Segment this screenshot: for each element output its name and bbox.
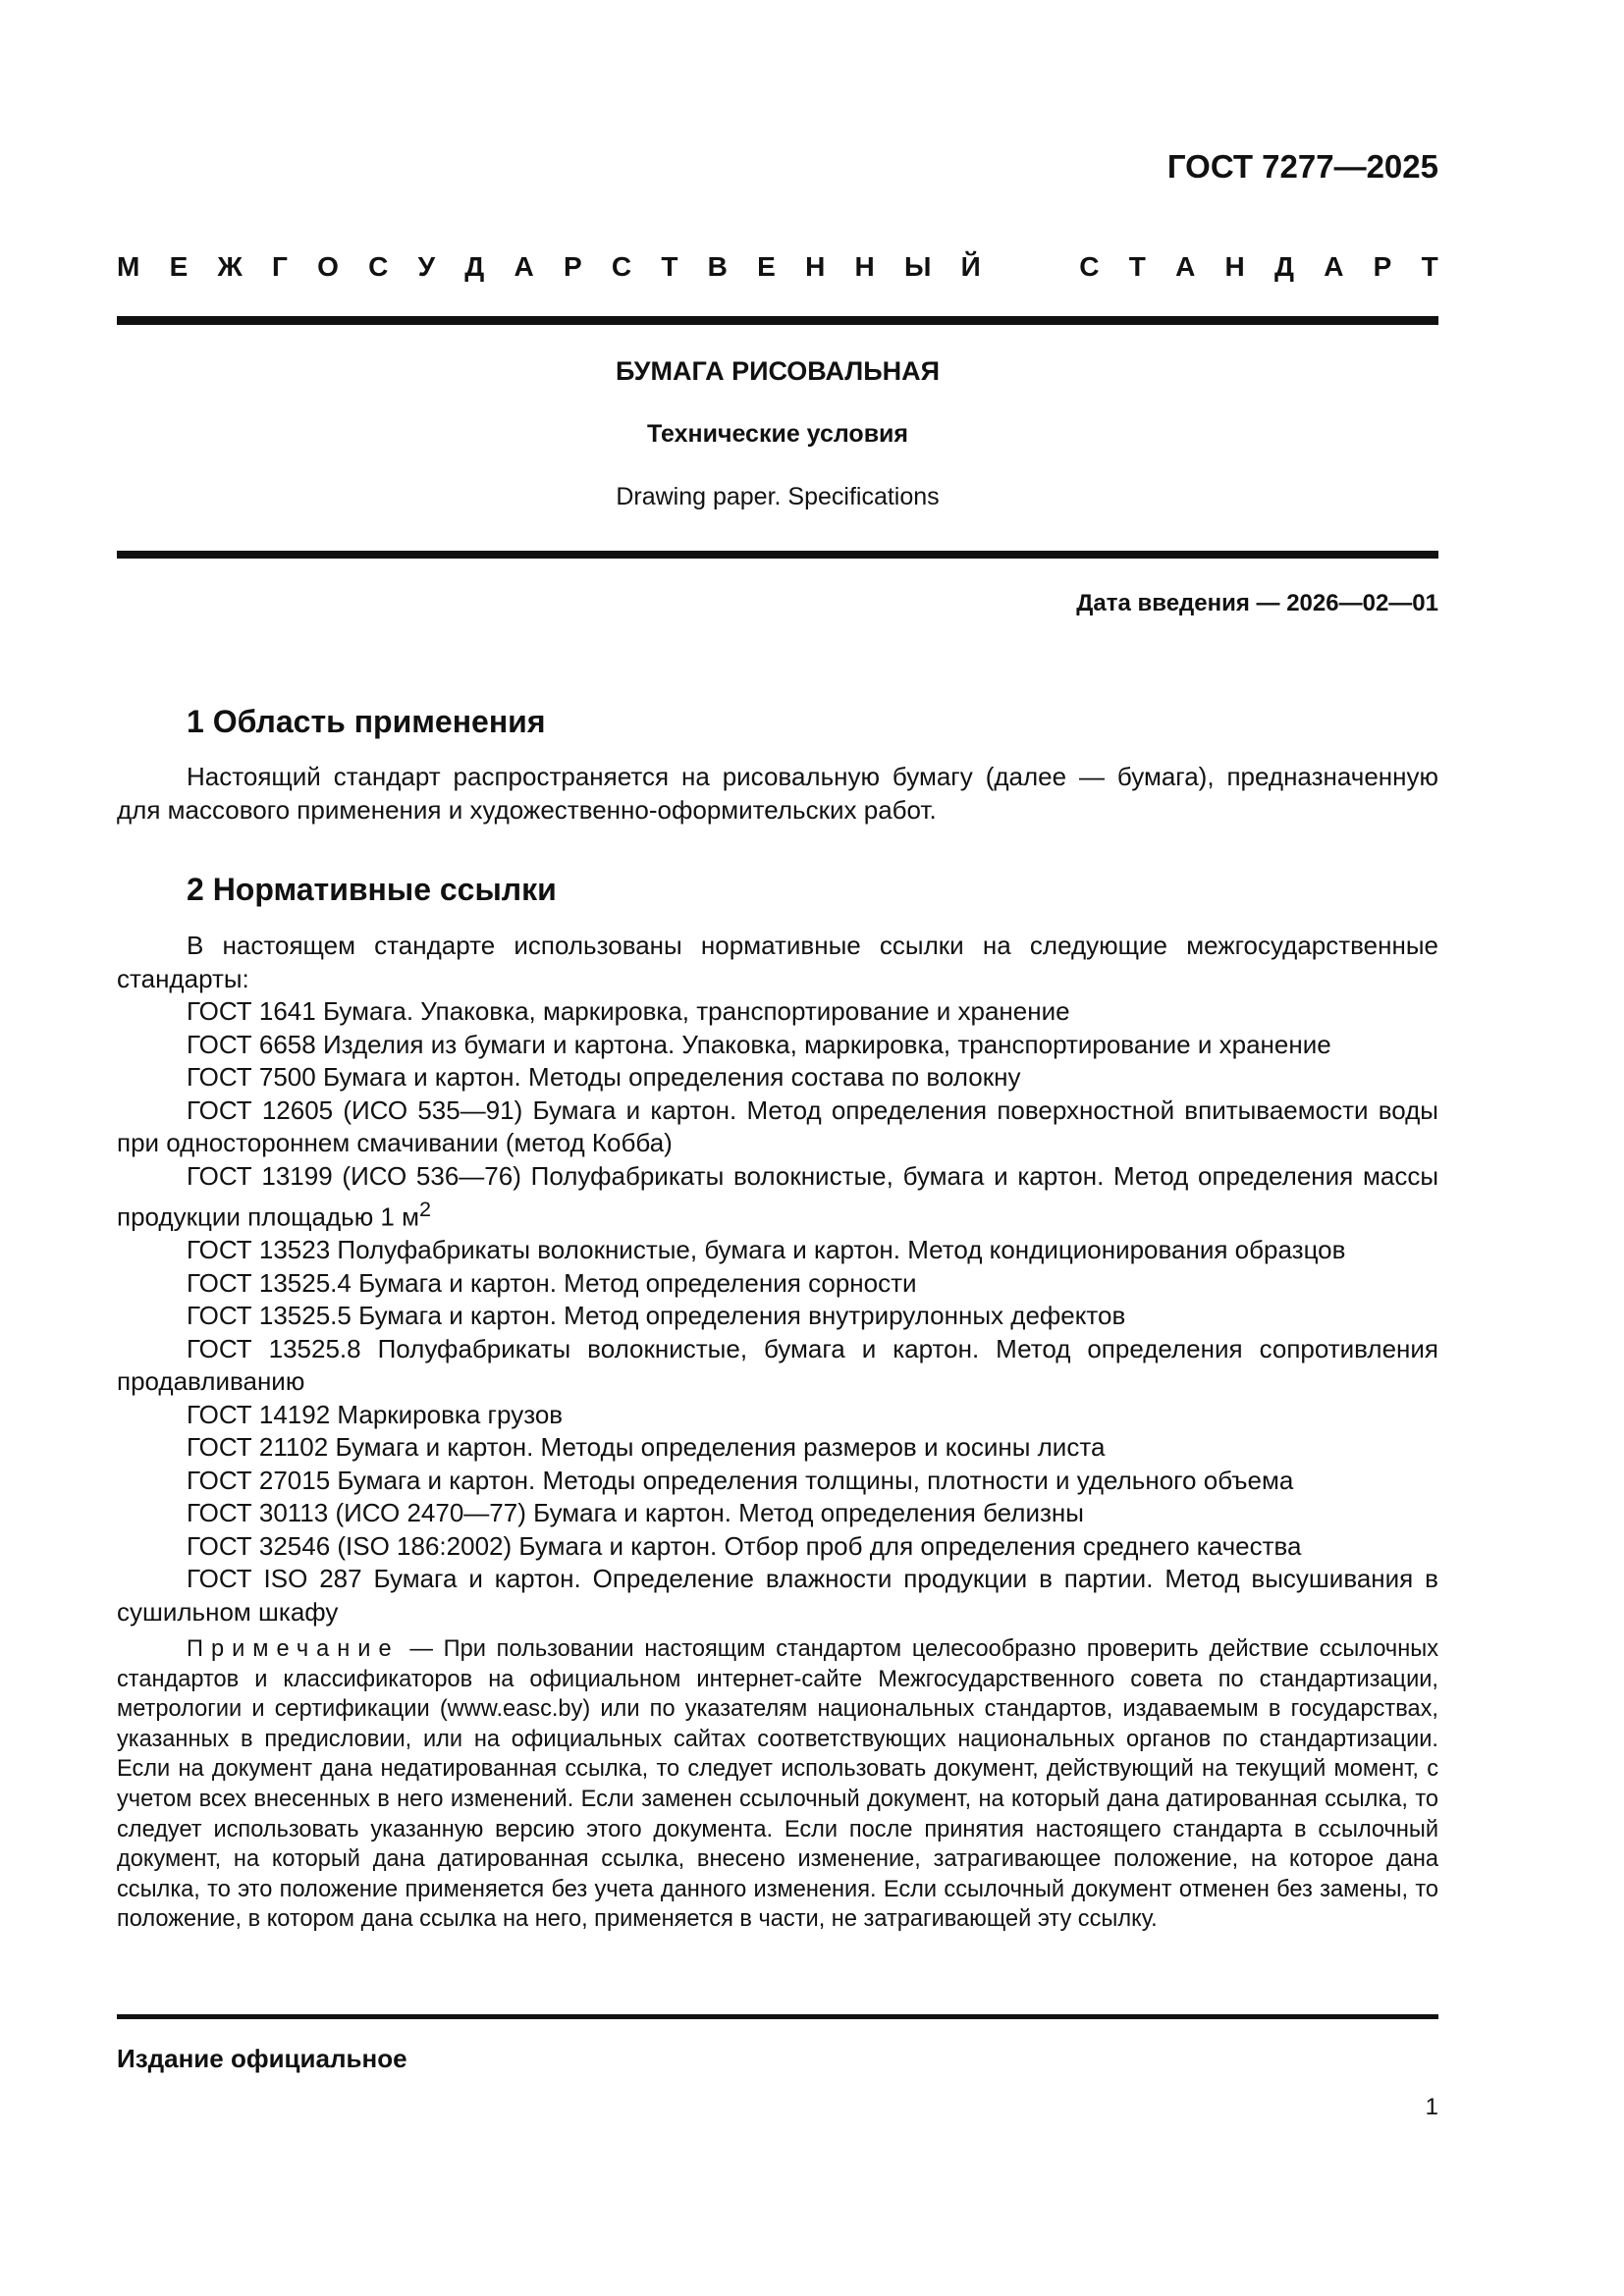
page-number: 1 <box>1425 2094 1438 2120</box>
reference-item <box>117 1234 1438 1267</box>
banner-letter: А <box>1324 251 1344 282</box>
reference-code: ГОСТ 7500 <box>187 1062 316 1092</box>
section-2-body <box>117 930 1438 1629</box>
document-subtitle: Технические условия <box>646 420 909 448</box>
banner-letter: О <box>317 251 339 282</box>
banner-letter: Н <box>1224 251 1245 282</box>
scope-paragraph: Настоящий стандарт распространяется на рисовальную бумагу (далее — бумага), предназначенную для массового применения и художественно-оформительских работ. <box>117 762 1438 825</box>
introduction-date: Дата введения — 2026—02—01 <box>1076 590 1438 616</box>
reference-item <box>117 1399 1438 1432</box>
banner-letter: Т <box>1128 251 1146 282</box>
section-1-heading: 1 Область применения <box>187 704 546 739</box>
document-number: ГОСТ 7277—2025 <box>1166 148 1438 185</box>
banner-letter: С <box>368 251 389 282</box>
reference-title: Бумага и картон. Метод определения поверхностной впитываемости воды при одностороннем смачивании (метод Кобба) <box>117 1095 1438 1157</box>
reference-code: ГОСТ 13525.4 <box>187 1267 352 1298</box>
reference-title: Бумага и картон. Определение влажности продукции в партии. Метод высушивания в сушильном шкафу <box>117 1564 1438 1627</box>
reference-code: ГОСТ 14192 <box>187 1399 331 1429</box>
reference-item <box>117 1563 1438 1629</box>
reference-item <box>117 1267 1438 1301</box>
section-1-body <box>117 761 1438 827</box>
reference-title: Бумага. Упаковка, маркировка, транспортирование и хранение <box>322 996 1070 1026</box>
note-text: — При пользовании настоящим стандартом целесообразно проверить действие ссылочных стандартов и классификаторов на официальном интернет-сайте Межгосударственного совета по стандартизации, метрологии и сертификации (www.easc.by) или по указателям национальных стандартов, издаваемым в государствах, указанных в предисловии, или на официальных сайтах соответствующих национальных органов по стандартизации. Если на документ дана недатированная ссылка, то следует использовать документ, действующий на текущий момент, с учетом всех внесенных в него изменений. Если заменен ссылочный документ, на который дана датированная ссылка, то следует использовать указанную версию этого документа. Если после принятия настоящего стандарта в ссылочный документ, на который дана датированная ссылка, внесено изменение, затрагивающее положение, на которое дана ссылка, то это положение применяется без учета данного изменения. Если ссылочный документ отменен без замены, то положение, в котором дана ссылка на него, применяется в части, не затрагивающей эту ссылку. <box>117 1636 1438 1933</box>
banner-letter: С <box>611 251 632 282</box>
reference-title: Бумага и картон. Методы определения состава по волокну <box>322 1062 1021 1092</box>
reference-title: Бумага и картон. Метод определения сорности <box>358 1267 917 1298</box>
reference-item <box>117 1497 1438 1530</box>
reference-code: ГОСТ 12605 (ИСО 535—91) <box>187 1095 523 1125</box>
title-divider <box>117 551 1438 559</box>
note-label: Примечание <box>187 1636 400 1662</box>
banner-letter: Н <box>805 251 826 282</box>
reference-code: ГОСТ 30113 (ИСО 2470—77) <box>187 1498 526 1528</box>
banner-letter: А <box>514 251 534 282</box>
references-note <box>117 1634 1438 1935</box>
banner-letter: С <box>1079 251 1100 282</box>
reference-item <box>117 1061 1438 1095</box>
banner-letter: Ж <box>217 251 243 282</box>
banner-letter: Д <box>1274 251 1294 282</box>
reference-title: Изделия из бумаги и картона. Упаковка, маркировка, транспортирование и хранение <box>322 1029 1331 1059</box>
banner-letter: Д <box>464 251 485 282</box>
banner-letter: Г <box>272 251 288 282</box>
banner-letter: Е <box>169 251 189 282</box>
reference-code: ГОСТ 21102 <box>187 1432 329 1463</box>
reference-title: Полуфабрикаты волокнистые, бумага и картон. Метод кондиционирования образцов <box>337 1235 1346 1265</box>
reference-item <box>117 1029 1438 1062</box>
reference-title: Полуфабрикаты волокнистые, бумага и картон. Метод определения массы продукции площадью 1 м <box>117 1160 1438 1232</box>
banner-word-gap <box>1010 247 1050 287</box>
banner-letter: Р <box>1373 251 1392 282</box>
reference-title: Маркировка грузов <box>337 1399 564 1429</box>
reference-item <box>117 995 1438 1029</box>
banner-letter: Т <box>661 251 678 282</box>
reference-title: Бумага и картон. Метод определения внутрирулонных дефектов <box>358 1301 1126 1331</box>
note-paragraph <box>117 1634 1438 1935</box>
banner-letter: У <box>417 251 436 282</box>
reference-title: Полуфабрикаты волокнистые, бумага и картон. Метод определения сопротивления продавливанию <box>117 1333 1438 1397</box>
reference-code: ГОСТ 13199 (ИСО 536—76) <box>187 1160 521 1191</box>
banner-letter: Н <box>854 251 875 282</box>
banner-letter: Р <box>563 251 582 282</box>
reference-title: Бумага и картон. Метод определения белизны <box>533 1498 1084 1528</box>
banner-letter: Й <box>960 251 981 282</box>
banner-letter: В <box>707 251 728 282</box>
top-divider <box>117 316 1438 325</box>
banner-letter: Е <box>757 251 776 282</box>
document-title-english: Drawing paper. Specifications <box>616 483 940 510</box>
reference-item <box>117 1095 1438 1160</box>
references-intro: В настоящем стандарте использованы нормативные ссылки на следующие межгосударственные стандарты: <box>117 931 1438 993</box>
reference-item <box>117 1465 1438 1498</box>
reference-code: ГОСТ 13523 <box>187 1235 331 1265</box>
reference-title: Бумага и картон. Методы определения толщины, плотности и удельного объема <box>337 1465 1294 1495</box>
reference-code: ГОСТ 1641 <box>187 996 316 1026</box>
reference-item <box>117 1333 1438 1399</box>
reference-code: ГОСТ ISO 287 <box>187 1564 362 1594</box>
reference-item <box>117 1160 1438 1235</box>
footer-divider <box>117 2014 1438 2019</box>
reference-item <box>117 1431 1438 1465</box>
banner-letter: А <box>1175 251 1196 282</box>
banner-letter: Т <box>1421 251 1438 282</box>
reference-code: ГОСТ 27015 <box>187 1465 331 1495</box>
interstate-standard-banner <box>117 247 1438 287</box>
reference-code: ГОСТ 6658 <box>187 1029 316 1059</box>
reference-item <box>117 1530 1438 1564</box>
official-edition-label: Издание официальное <box>117 2044 407 2073</box>
reference-code: ГОСТ 13525.5 <box>187 1301 352 1331</box>
banner-letter: М <box>117 251 140 282</box>
reference-code: ГОСТ 13525.8 <box>187 1333 361 1363</box>
reference-item <box>117 1300 1438 1333</box>
section-2-heading: 2 Нормативные ссылки <box>187 872 557 907</box>
reference-code: ГОСТ 32546 (ISO 186:2002) <box>187 1530 513 1561</box>
superscript-exponent: 2 <box>419 1197 432 1221</box>
reference-title: Бумага и картон. Методы определения размеров и косины листа <box>335 1432 1106 1463</box>
reference-title: Бумага и картон. Отбор проб для определения среднего качества <box>518 1530 1302 1561</box>
banner-letter: Ы <box>904 251 932 282</box>
document-title: БУМАГА РИСОВАЛЬНАЯ <box>615 356 941 386</box>
